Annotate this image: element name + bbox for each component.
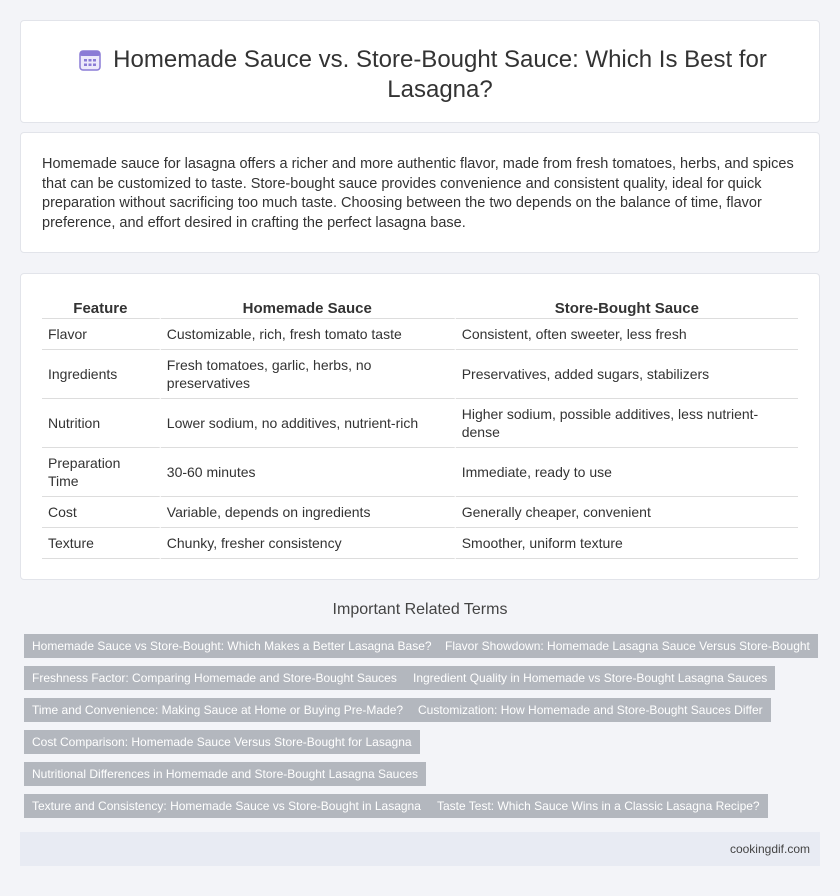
comparison-table — [42, 296, 798, 559]
homemade-cell: Chunky, fresher consistency — [161, 528, 456, 559]
comparison-table-card — [20, 273, 820, 580]
related-terms-heading: Important Related Terms — [332, 601, 508, 618]
footer-site-link[interactable]: cookingdif.com — [729, 842, 810, 856]
feature-cell: Ingredients — [42, 350, 161, 399]
related-tag[interactable]: Time and Convenience: Making Sauce at Home or Buying Pre-Made? — [24, 698, 411, 722]
feature-cell: Preparation Time — [42, 448, 161, 497]
store-bought-cell: Consistent, often sweeter, less fresh — [456, 319, 798, 350]
feature-cell: Cost — [42, 497, 161, 528]
homemade-cell: Variable, depends on ingredients — [161, 497, 456, 528]
store-bought-cell: Generally cheaper, convenient — [456, 497, 798, 528]
table-row — [42, 399, 798, 448]
footer — [20, 832, 820, 866]
related-tag[interactable]: Freshness Factor: Comparing Homemade and Store-Bought Sauces — [24, 666, 405, 690]
feature-cell: Texture — [42, 528, 161, 559]
table-row — [42, 319, 798, 350]
intro-paragraph: Homemade sauce for lasagna offers a richer and more authentic flavor, made from fresh tomatoes, herbs, and spices that can be customized to taste. Store-bought sauce provides convenience and consistent quality, ideal for quick preparation without sacrificing too much taste. Choosing between the two depends on the balance of time, flavor preference, and effort desired in crafting the perfect lasagna base. — [42, 156, 794, 231]
table-row — [42, 497, 798, 528]
store-bought-cell: Higher sodium, possible additives, less nutrient-dense — [456, 399, 798, 448]
related-tag[interactable]: Ingredient Quality in Homemade vs Store-Bought Lasagna Sauces — [405, 666, 775, 690]
feature-cell: Nutrition — [42, 399, 161, 448]
table-row — [42, 528, 798, 559]
title-card — [20, 20, 820, 123]
intro-card — [20, 132, 820, 253]
homemade-cell: Lower sodium, no additives, nutrient-rich — [161, 399, 456, 448]
related-tag[interactable]: Flavor Showdown: Homemade Lasagna Sauce Versus Store-Bought — [437, 634, 818, 658]
header-feature: Feature — [42, 296, 161, 319]
header-homemade: Homemade Sauce — [161, 296, 456, 319]
related-tag[interactable]: Texture and Consistency: Homemade Sauce vs Store-Bought in Lasagna — [24, 794, 429, 818]
table-row — [42, 350, 798, 399]
store-bought-cell: Preservatives, added sugars, stabilizers — [456, 350, 798, 399]
feature-cell: Flavor — [42, 319, 161, 350]
table-row — [42, 448, 798, 497]
page-title: Homemade Sauce vs. Store-Bought Sauce: Which Is Best for Lasagna? — [113, 46, 767, 103]
store-bought-cell: Smoother, uniform texture — [456, 528, 798, 559]
homemade-cell: Fresh tomatoes, garlic, herbs, no preservatives — [161, 350, 456, 399]
header-store-bought: Store-Bought Sauce — [456, 296, 798, 319]
related-tag[interactable]: Nutritional Differences in Homemade and Store-Bought Lasagna Sauces — [24, 762, 426, 786]
table-header-row — [42, 296, 798, 319]
homemade-cell: 30-60 minutes — [161, 448, 456, 497]
store-bought-cell: Immediate, ready to use — [456, 448, 798, 497]
related-tag[interactable]: Homemade Sauce vs Store-Bought: Which Makes a Better Lasagna Base? — [24, 634, 440, 658]
related-tag[interactable]: Cost Comparison: Homemade Sauce Versus Store-Bought for Lasagna — [24, 730, 420, 754]
related-tag[interactable]: Customization: How Homemade and Store-Bought Sauces Differ — [410, 698, 771, 722]
related-tag[interactable]: Taste Test: Which Sauce Wins in a Classic Lasagna Recipe? — [429, 794, 768, 818]
homemade-cell: Customizable, rich, fresh tomato taste — [161, 319, 456, 350]
